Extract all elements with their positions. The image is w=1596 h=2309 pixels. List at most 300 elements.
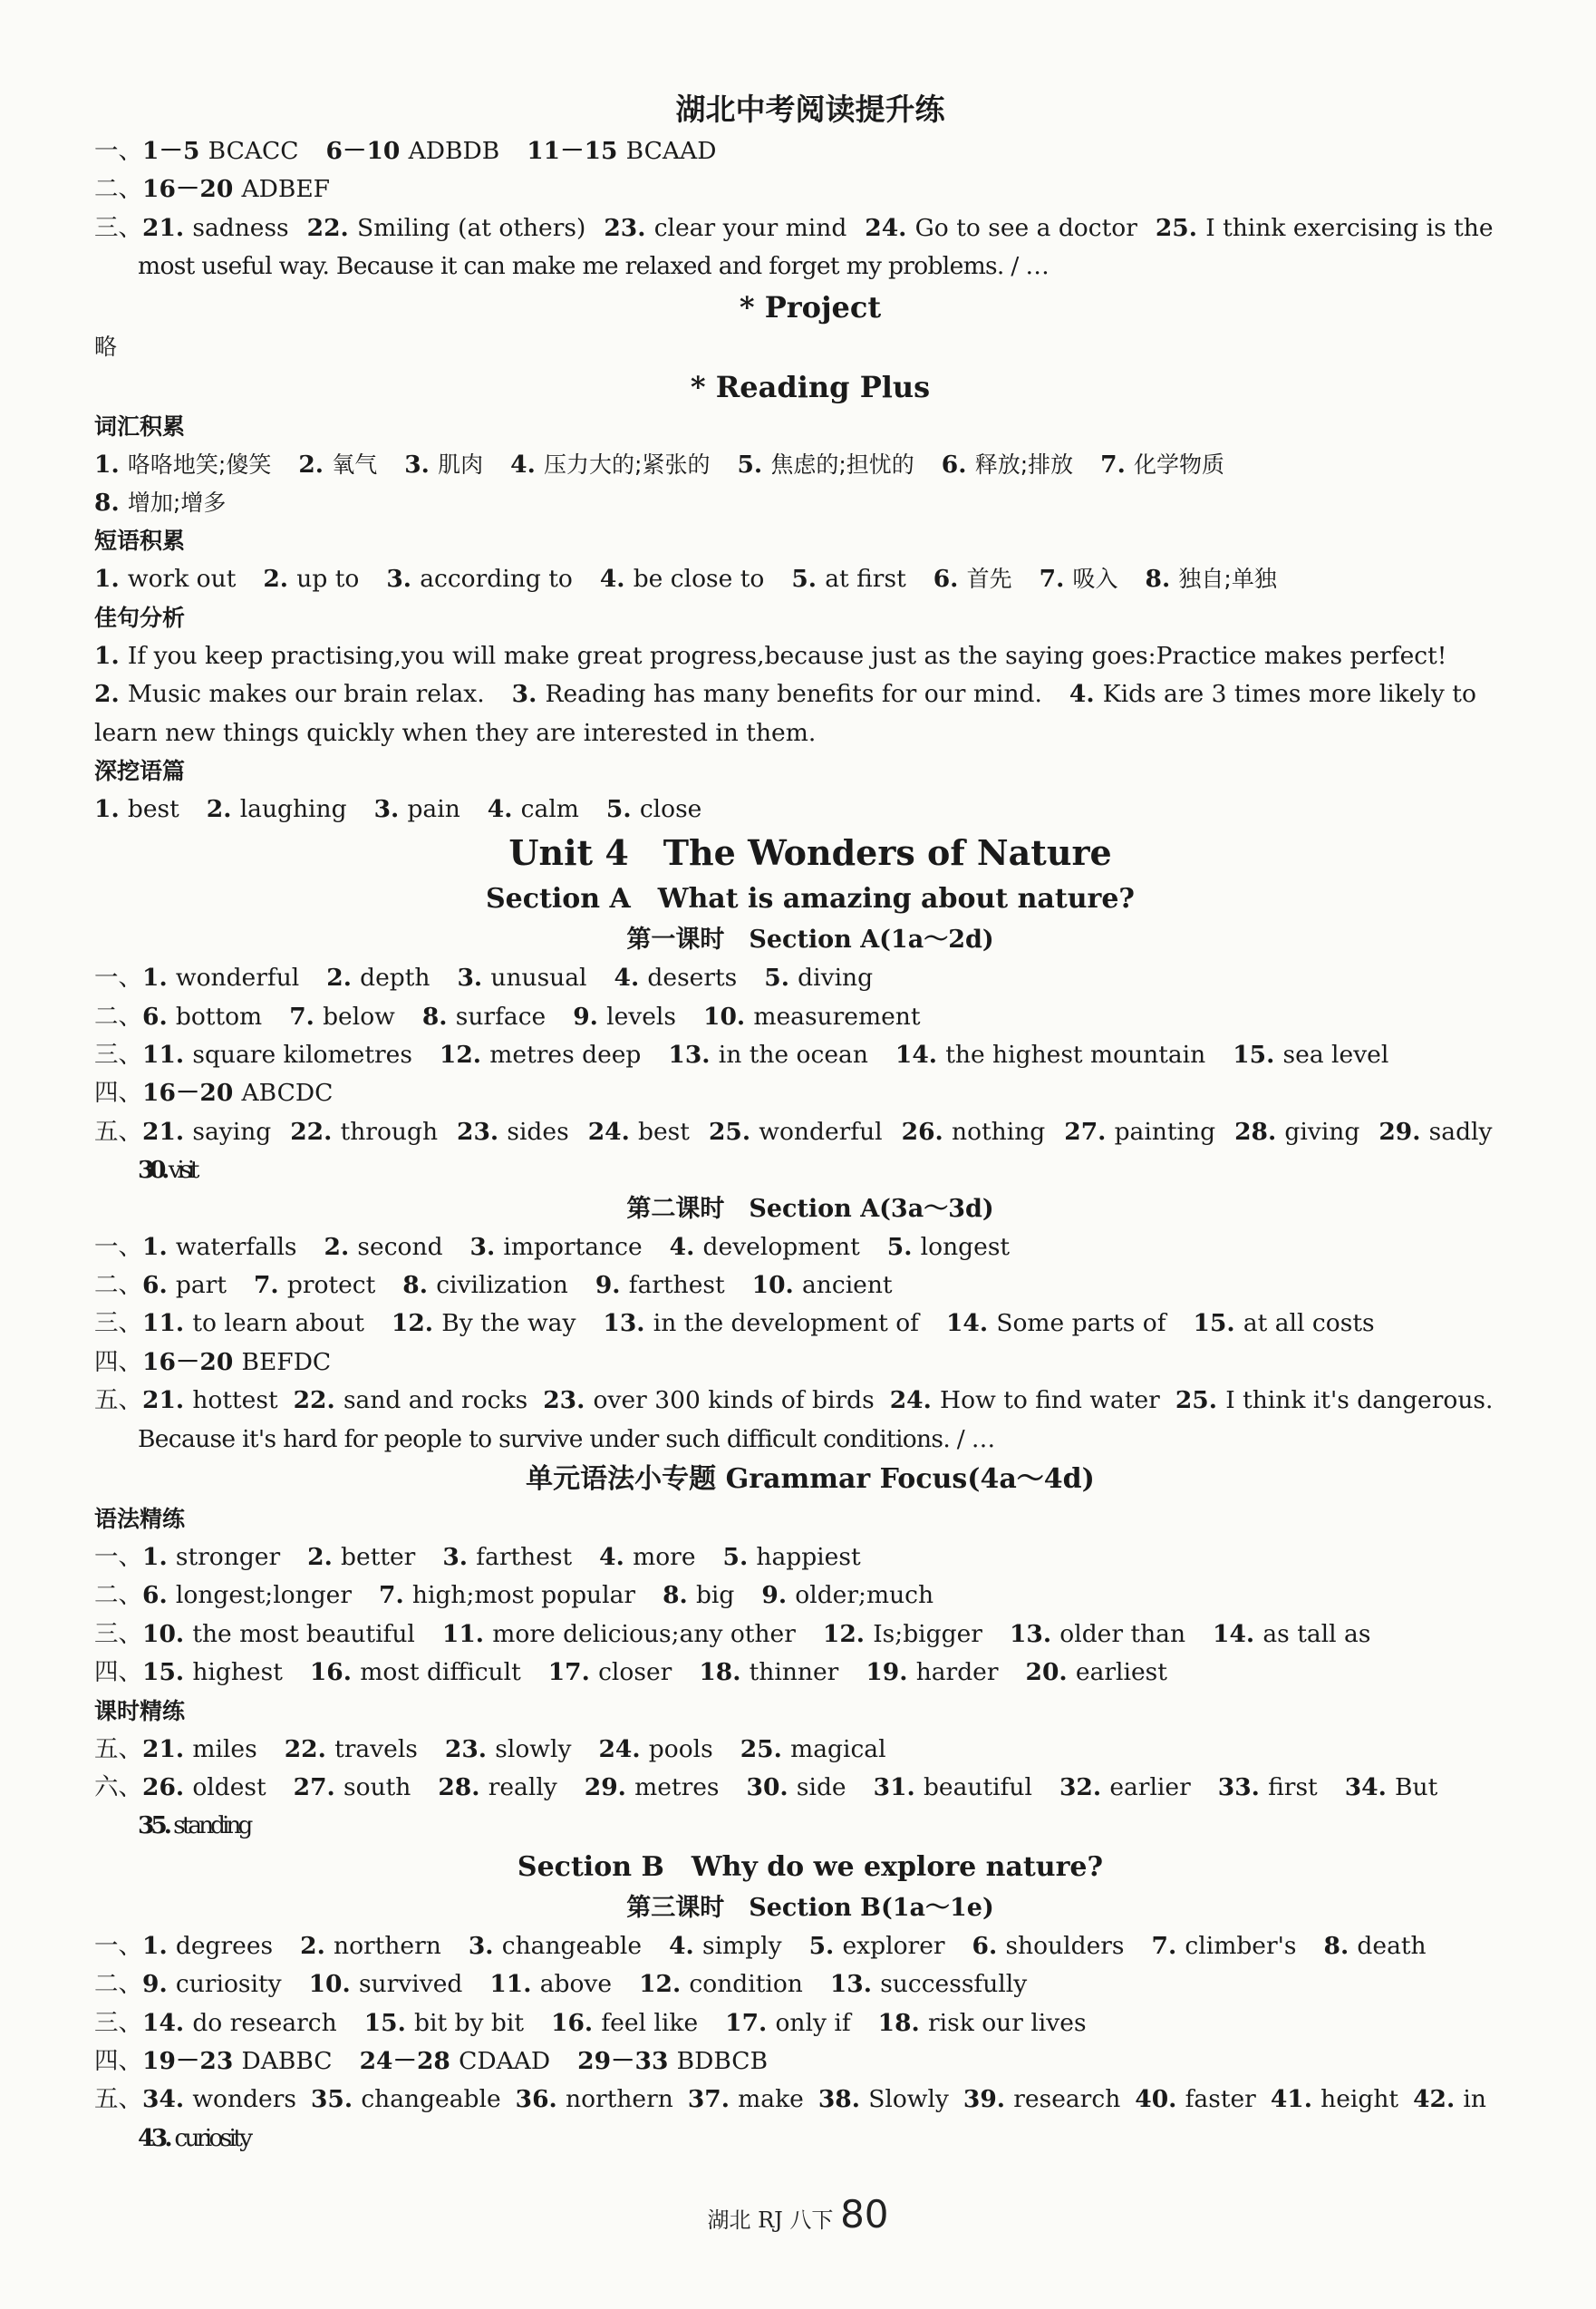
- answer-item: [442, 1543, 572, 1571]
- answer-item: [138, 2124, 249, 2152]
- answer-item: [809, 1932, 945, 1960]
- answer-number: 8.: [421, 1002, 456, 1031]
- answer-text: DABBC: [241, 2046, 333, 2075]
- lesson3-line: [94, 1927, 1526, 1965]
- answer-number: 8.: [1145, 565, 1179, 594]
- lesson3-answers: [94, 1927, 1526, 2158]
- answer-item: [94, 642, 1446, 670]
- answer-item: [364, 2009, 524, 2037]
- answer-text: more delicious;any other: [492, 1619, 796, 1648]
- question-group-prefix: 三、: [94, 1309, 142, 1338]
- lesson2-heading: [94, 1190, 1526, 1228]
- answer-item: [543, 1386, 875, 1414]
- lesson3-line: [94, 1965, 1526, 2003]
- question-group-prefix: 一、: [94, 964, 142, 993]
- answer-text: the most beautiful: [192, 1619, 415, 1648]
- answer-text: deserts: [647, 964, 738, 993]
- answer-text: according to: [420, 565, 573, 594]
- project-body: 略: [94, 333, 118, 360]
- answer-item: [438, 1773, 556, 1801]
- answer-text: 咯咯地笑;傻笑: [127, 451, 272, 478]
- lesson2-line: [94, 1382, 1526, 1420]
- answer-number: 21.: [142, 213, 193, 242]
- answer-number: 5.: [886, 1232, 921, 1261]
- answer-item: [142, 175, 330, 203]
- answer-item: [1175, 1386, 1494, 1414]
- answer-number: 1.: [142, 964, 176, 993]
- answer-text: happiest: [756, 1542, 861, 1571]
- answer-number: 23.: [444, 1734, 496, 1763]
- answer-text: close: [639, 794, 702, 823]
- answer-item: [422, 1003, 546, 1031]
- answer-text: over 300 kinds of birds: [593, 1386, 875, 1415]
- answer-item: [469, 1932, 642, 1960]
- question-group-prefix: 一、: [94, 1931, 142, 1960]
- answer-item: [895, 1041, 1205, 1069]
- lesson2-line: [94, 1266, 1526, 1305]
- answer-text: standing: [173, 1811, 250, 1840]
- answer-number: 12.: [391, 1309, 442, 1338]
- answer-number: 15.: [363, 2008, 415, 2037]
- answer-number: 18.: [699, 1658, 750, 1687]
- answer-item: [142, 2009, 337, 2037]
- grammar-heading-zh: 单元语法小专题: [526, 1462, 717, 1495]
- answer-number: 14.: [142, 2008, 193, 2037]
- answer-text: 首先: [966, 566, 1012, 593]
- question-group-prefix: 三、: [94, 213, 142, 242]
- lesson1-heading-en: Section A(1a～2d): [749, 926, 994, 955]
- answer-item: [94, 795, 179, 823]
- subsection-label: 短语积累: [94, 528, 186, 555]
- answer-number: 9.: [573, 1002, 607, 1031]
- answer-text: closer: [598, 1658, 672, 1687]
- answer-number: 7.: [1151, 1931, 1185, 1960]
- answer-item: [138, 252, 1049, 280]
- answer-item: [1234, 1118, 1359, 1146]
- answer-item: [1010, 1620, 1185, 1648]
- answer-item: [488, 795, 579, 823]
- answer-item: [604, 214, 846, 242]
- page-title: 湖北中考阅读提升练: [675, 92, 945, 127]
- question-group-prefix: 四、: [94, 2046, 142, 2075]
- answer-text: Slowly: [868, 2085, 949, 2114]
- answer-text: survived: [358, 1970, 463, 1999]
- answer-item: [791, 565, 905, 593]
- answer-number: 11－15: [527, 137, 626, 165]
- answer-item: [1378, 1118, 1492, 1146]
- question-group-prefix: 四、: [94, 1079, 142, 1108]
- answer-number: 1.: [142, 1931, 176, 1960]
- lesson3-heading-zh: 第三课时: [626, 1893, 725, 1922]
- answer-number: 16.: [551, 2008, 602, 2037]
- answer-item: [470, 1233, 643, 1261]
- answer-text: slowly: [495, 1734, 572, 1763]
- answer-number: 35.: [310, 2085, 362, 2114]
- answer-item: [512, 680, 1042, 708]
- answer-item: [457, 1118, 569, 1146]
- answer-text: farthest: [476, 1542, 573, 1571]
- answer-number: 30.: [746, 1772, 797, 1801]
- answer-item: [142, 1309, 364, 1337]
- answer-number: 34.: [1344, 1772, 1396, 1801]
- section-a-heading: Section A What is amazing about nature?: [485, 883, 1135, 916]
- answer-number: 3.: [511, 680, 546, 709]
- answer-number: 10.: [142, 1619, 193, 1648]
- answer-number: 25.: [1155, 213, 1206, 242]
- answer-item: [298, 451, 377, 479]
- answer-number: 16－20: [142, 1079, 242, 1108]
- answer-number: 2.: [324, 1232, 358, 1261]
- answer-number: 3.: [457, 964, 491, 993]
- question-group-prefix: 五、: [94, 1117, 142, 1146]
- answer-text: If you keep practising,you will make great progress,because just as the saying goes:Practice makes perfect!: [127, 641, 1447, 670]
- lesson1-line: [94, 1036, 1526, 1074]
- reading-plus-line: [94, 484, 1526, 522]
- answer-item: [442, 1620, 796, 1648]
- grammar-line: [94, 1731, 1526, 1769]
- answer-item: [668, 1041, 867, 1069]
- answer-text: sadness: [192, 213, 289, 242]
- answer-text: condition: [689, 1970, 803, 1999]
- answer-item: [737, 451, 914, 479]
- answer-text: in the development of: [653, 1309, 919, 1338]
- answer-item: [670, 1233, 860, 1261]
- answer-number: 13.: [668, 1041, 719, 1070]
- lesson2-heading-zh: 第二课时: [626, 1194, 725, 1223]
- answer-item: [142, 1386, 278, 1414]
- reading-plus-heading: * Reading Plus: [690, 369, 931, 404]
- answer-text: How to find water: [940, 1386, 1160, 1415]
- answer-item: [933, 565, 1012, 593]
- answer-number: 27.: [1064, 1117, 1115, 1146]
- answer-number: 16.: [309, 1658, 361, 1687]
- answer-number: 15.: [1233, 1041, 1283, 1070]
- answer-item: [823, 1620, 982, 1648]
- answer-item: [311, 2085, 501, 2113]
- answer-text: shoulders: [1005, 1931, 1125, 1960]
- answer-text: square kilometres: [192, 1041, 412, 1070]
- answer-item: [588, 1118, 690, 1146]
- question-group-prefix: 六、: [94, 1772, 142, 1801]
- question-group-prefix: 二、: [94, 1581, 142, 1610]
- answer-item: [699, 1658, 838, 1686]
- answer-text: diving: [798, 964, 874, 993]
- answer-text: Because it's hard for people to survive under such difficult conditions. / …: [138, 1424, 995, 1453]
- answer-text: best: [638, 1117, 690, 1146]
- answer-item: [142, 1543, 280, 1571]
- answer-number: 29.: [1378, 1117, 1429, 1146]
- answer-number: 29－33: [577, 2046, 677, 2075]
- answer-item: [263, 565, 359, 593]
- answer-text: clear your mind: [653, 213, 847, 242]
- answer-number: 14.: [945, 1309, 997, 1338]
- answer-item: [142, 1348, 331, 1376]
- answer-item: [639, 1970, 803, 1998]
- question-group-prefix: 二、: [94, 175, 142, 204]
- answer-number: 6－10: [325, 137, 409, 165]
- answer-text: wonders: [192, 2085, 296, 2114]
- answer-text: earliest: [1075, 1658, 1167, 1687]
- answer-number: 42.: [1413, 2085, 1464, 2114]
- answer-item: [830, 1970, 1027, 1998]
- answer-number: 29.: [584, 1772, 635, 1801]
- answer-text: changeable: [361, 2085, 501, 2114]
- answer-text: sadly: [1428, 1117, 1493, 1146]
- answer-number: 19.: [866, 1658, 916, 1687]
- answer-number: 14.: [895, 1041, 946, 1070]
- answer-text: Reading has many benefits for our mind.: [545, 680, 1042, 709]
- answer-text: civilization: [436, 1271, 568, 1300]
- answer-number: 2.: [206, 794, 240, 823]
- lesson3-heading-en: Section B(1a～1e): [749, 1893, 994, 1922]
- answer-text: sand and rocks: [343, 1386, 528, 1415]
- answer-number: 17.: [725, 2008, 776, 2037]
- answer-number: 4.: [669, 1931, 702, 1960]
- question-group-prefix: 三、: [94, 1041, 142, 1070]
- lesson2-line: [94, 1421, 1526, 1459]
- lesson1-line: [94, 1151, 1526, 1189]
- answer-text: ancient: [801, 1271, 893, 1300]
- answer-item: [142, 1658, 283, 1686]
- reading-plus-line: [94, 791, 1526, 829]
- answer-text: do research: [192, 2008, 337, 2037]
- question-group-prefix: 一、: [94, 1542, 142, 1571]
- answer-item: [379, 1581, 635, 1609]
- answer-text: at all costs: [1243, 1309, 1375, 1338]
- footer-label: 湖北 RJ 八下: [707, 2207, 834, 2233]
- answer-item: [865, 214, 1137, 242]
- answer-item: [1413, 2085, 1486, 2113]
- answer-text: 压力大的;紧张的: [544, 451, 711, 478]
- answer-item: [1213, 1620, 1370, 1648]
- answer-number: 22.: [284, 1734, 335, 1763]
- answer-text: first: [1268, 1772, 1318, 1801]
- answer-text: 化学物质: [1134, 451, 1225, 478]
- answer-number: 2.: [94, 680, 128, 709]
- answer-number: 3.: [386, 565, 421, 594]
- question-group-prefix: 四、: [94, 1658, 142, 1687]
- answer-text: surface: [455, 1002, 547, 1031]
- answer-item: [1156, 214, 1494, 242]
- answer-text: above: [539, 1970, 613, 1999]
- grammar-line: [94, 1577, 1526, 1615]
- question-group-prefix: 三、: [94, 1619, 142, 1648]
- answer-number: 7.: [289, 1002, 324, 1031]
- reading-plus-line: [94, 637, 1526, 675]
- answer-text: miles: [192, 1734, 257, 1763]
- answer-text: travels: [334, 1734, 418, 1763]
- answer-number: 4.: [599, 565, 634, 594]
- answer-item: [324, 1233, 443, 1261]
- answer-item: [585, 1773, 720, 1801]
- grammar-line: [94, 1654, 1526, 1692]
- answer-number: 15.: [142, 1658, 193, 1687]
- grammar-heading: [94, 1459, 1526, 1500]
- answer-number: 2.: [326, 964, 361, 993]
- answer-number: 23.: [604, 213, 654, 242]
- answer-item: [310, 1658, 521, 1686]
- answer-text: levels: [606, 1002, 676, 1031]
- answer-number: 22.: [306, 213, 357, 242]
- answer-text: simply: [701, 1931, 782, 1960]
- answer-item: [972, 1932, 1125, 1960]
- answer-text: BDBCB: [676, 2046, 769, 2075]
- answer-text: bottom: [175, 1002, 263, 1031]
- answer-item: [942, 451, 1073, 479]
- answer-item: [946, 1309, 1166, 1337]
- answer-number: 11.: [441, 1619, 493, 1648]
- answer-number: 8.: [663, 1581, 696, 1610]
- answer-number: 6.: [142, 1002, 176, 1031]
- page-footer: [0, 2192, 1596, 2236]
- answer-number: 4.: [487, 794, 521, 823]
- lesson1-heading-zh: 第一课时: [626, 926, 725, 955]
- answer-item: [294, 1773, 411, 1801]
- lesson3-line: [94, 2120, 1526, 2158]
- answer-text: saying: [192, 1117, 272, 1146]
- answer-text: longest: [920, 1232, 1011, 1261]
- answer-text: more: [633, 1542, 696, 1571]
- answer-item: [207, 795, 347, 823]
- subsection-label: 佳句分析: [94, 604, 186, 631]
- answer-item: [606, 795, 701, 823]
- answer-text: Smiling (at others): [357, 213, 586, 242]
- answer-item: [142, 964, 299, 992]
- answer-text: importance: [503, 1232, 643, 1261]
- answer-number: 2.: [298, 450, 333, 479]
- answer-text: older than: [1059, 1619, 1186, 1648]
- answer-number: 4.: [1069, 680, 1103, 709]
- answer-item: [1100, 451, 1224, 479]
- lesson1-answers: [94, 959, 1526, 1189]
- answer-number: 4.: [614, 964, 648, 993]
- answer-item: [142, 1970, 282, 1998]
- subsection-label: 深挖语篇: [94, 757, 186, 784]
- answer-item: [866, 1658, 998, 1686]
- answer-text: part: [175, 1271, 227, 1300]
- answer-item: [761, 1581, 933, 1609]
- answer-text: through: [340, 1117, 439, 1146]
- answer-number: 1－5: [142, 137, 208, 165]
- answer-text: ADBDB: [408, 137, 500, 165]
- lesson1-line: [94, 998, 1526, 1036]
- answer-number: 17.: [547, 1658, 599, 1687]
- answer-text: pain: [407, 794, 460, 823]
- answer-item: [142, 1041, 412, 1069]
- answer-number: 1.: [94, 794, 128, 823]
- answer-number: 21.: [142, 1734, 193, 1763]
- answer-number: 22.: [290, 1117, 341, 1146]
- answer-number: 6.: [142, 1581, 176, 1610]
- grammar-heading-en: Grammar Focus(4a～4d): [725, 1462, 1095, 1495]
- answer-number: 43.: [138, 2123, 175, 2152]
- answer-text: Music makes our brain relax.: [127, 680, 485, 709]
- reading-answers: [94, 132, 1526, 286]
- answer-text: I think it's dangerous.: [1225, 1386, 1494, 1415]
- answer-text: BEFDC: [241, 1347, 332, 1376]
- answer-text: Kids are 3 times more likely to: [1102, 680, 1476, 709]
- answer-item: [1026, 1658, 1167, 1686]
- answer-item: [1146, 565, 1277, 593]
- answer-number: 8.: [1323, 1931, 1358, 1960]
- answer-text: faster: [1185, 2085, 1256, 2114]
- answer-number: 12.: [439, 1041, 490, 1070]
- answer-text: be close to: [633, 565, 765, 594]
- answer-item: [94, 680, 485, 708]
- answer-text: northern: [334, 1931, 441, 1960]
- answer-number: 24.: [865, 213, 915, 242]
- answer-item: [599, 1543, 695, 1571]
- answer-text: degrees: [175, 1931, 274, 1960]
- answer-item: [709, 1118, 883, 1146]
- answer-item: [289, 1003, 395, 1031]
- answer-item: [1069, 680, 1476, 708]
- answer-number: 5.: [791, 565, 826, 594]
- answer-item: [386, 565, 573, 593]
- answer-text: oldest: [192, 1772, 266, 1801]
- answer-text: most useful way. Because it can make me relaxed and forget my problems. / …: [138, 252, 1049, 281]
- answer-text: depth: [360, 964, 430, 993]
- lesson3-line: [94, 2042, 1526, 2081]
- answer-item: [747, 1773, 846, 1801]
- answer-text: unusual: [490, 964, 587, 993]
- answer-item: [614, 964, 738, 992]
- grammar-answers: [94, 1500, 1526, 1846]
- answer-item: [254, 1271, 375, 1299]
- answer-item: [551, 2009, 698, 2037]
- answer-item: [600, 565, 765, 593]
- answer-text: highest: [192, 1658, 283, 1687]
- lesson1-line: [94, 959, 1526, 997]
- answer-number: 38.: [817, 2085, 869, 2114]
- answer-item: [142, 1735, 257, 1763]
- answer-item: [307, 214, 586, 242]
- answer-text: visit: [168, 1156, 196, 1185]
- answer-number: 1.: [94, 641, 128, 670]
- answer-number: 33.: [1217, 1772, 1269, 1801]
- answer-number: 11.: [142, 1041, 193, 1070]
- answer-item: [752, 1271, 893, 1299]
- answer-number: 23.: [457, 1117, 508, 1146]
- answer-text: at first: [825, 565, 906, 594]
- answer-text: Go to see a doctor: [914, 213, 1137, 242]
- answer-text: waterfalls: [175, 1232, 297, 1261]
- answer-item: [326, 137, 500, 165]
- answer-text: high;most popular: [411, 1581, 636, 1610]
- answer-text: stronger: [175, 1542, 281, 1571]
- grammar-line: [94, 1769, 1526, 1807]
- answer-number: 20.: [1025, 1658, 1076, 1687]
- answer-text: But: [1395, 1772, 1438, 1801]
- question-group-prefix: 二、: [94, 1002, 142, 1031]
- answer-number: 6.: [972, 1931, 1006, 1960]
- answer-item: [1233, 1041, 1388, 1069]
- answer-item: [1059, 1773, 1191, 1801]
- answer-text: best: [127, 794, 179, 823]
- answer-number: 2.: [300, 1931, 334, 1960]
- answer-text: farthest: [628, 1271, 725, 1300]
- lesson2-line: [94, 1228, 1526, 1266]
- answer-item: [445, 1735, 572, 1763]
- answer-item: [669, 1932, 782, 1960]
- answer-text: big: [695, 1581, 735, 1610]
- answer-number: 23.: [543, 1386, 594, 1415]
- answer-number: 7.: [1100, 450, 1135, 479]
- reading-plus-line: [94, 446, 1526, 484]
- answer-number: 41.: [1270, 2085, 1321, 2114]
- answer-number: 39.: [962, 2085, 1014, 2114]
- answer-item: [440, 1041, 641, 1069]
